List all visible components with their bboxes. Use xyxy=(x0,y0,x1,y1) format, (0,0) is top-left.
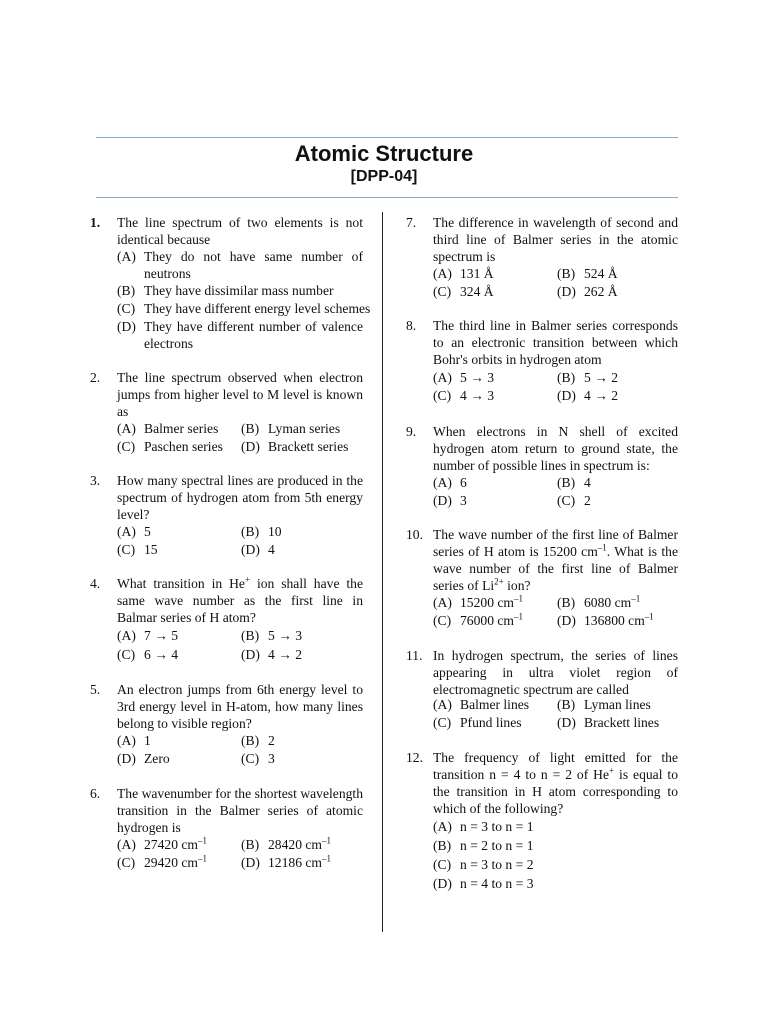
option-c[interactable] xyxy=(117,854,207,871)
option-label: (B) xyxy=(557,370,576,385)
option-text: They do not have same number of neutrons xyxy=(144,249,363,281)
question-text: The difference in wavelength of second and third line of Balmer series in the atomic spectrum is xyxy=(433,215,678,264)
question-number: 12. xyxy=(406,750,423,765)
option-text: 5 → 3 xyxy=(460,370,494,385)
option-text: 6 → 4 xyxy=(144,647,178,662)
option-label: (B) xyxy=(557,697,576,712)
question-text: The line spectrum observed when electron jumps from higher level to M level is known as xyxy=(117,370,363,419)
option-c[interactable] xyxy=(117,438,223,455)
option-d[interactable] xyxy=(557,387,618,404)
question-line xyxy=(433,577,678,594)
question-number: 2. xyxy=(90,370,101,385)
question-text-part: series of H atom is 15200 cm xyxy=(433,544,598,559)
superscript: –1 xyxy=(644,611,654,622)
option-label: (A) xyxy=(433,370,452,385)
option-label: (B) xyxy=(241,733,260,748)
top-rule xyxy=(96,137,678,138)
option-b[interactable] xyxy=(241,627,302,644)
option-label: (A) xyxy=(433,697,452,712)
question-number: 10. xyxy=(406,527,423,542)
question-number: 6. xyxy=(90,786,101,801)
option-text: They have different energy level schemes xyxy=(144,301,371,316)
option-text: They have different number of valence electrons xyxy=(144,319,363,351)
option-label: (B) xyxy=(241,628,260,643)
option-text: 5 → 2 xyxy=(584,370,618,385)
option-label: (C) xyxy=(433,613,452,628)
option-text: 27420 cm xyxy=(144,837,198,852)
option-b[interactable] xyxy=(557,474,591,491)
question-text-part: . What is the xyxy=(606,544,678,559)
question-text xyxy=(433,526,678,594)
option-text: Brackett lines xyxy=(584,715,660,730)
question-number: 7. xyxy=(406,215,417,230)
option-c[interactable] xyxy=(241,750,275,767)
question-text-part: series of Li xyxy=(433,578,495,593)
option-text: Lyman lines xyxy=(584,697,651,712)
option-d[interactable] xyxy=(117,318,363,351)
question-text: The third line in Balmer series corresponds to an electronic transition between which Bohr's orbits in hydrogen atom xyxy=(433,318,678,367)
question-number: 3. xyxy=(90,473,101,488)
option-c[interactable] xyxy=(433,612,523,629)
column-divider xyxy=(382,212,383,932)
option-c[interactable] xyxy=(433,387,494,404)
option-label: (D) xyxy=(117,751,136,766)
option-text: 12186 cm xyxy=(268,855,322,870)
option-a[interactable] xyxy=(433,594,523,611)
option-d[interactable] xyxy=(241,438,348,455)
option-text: 76000 cm xyxy=(460,613,514,628)
option-d[interactable] xyxy=(241,541,275,558)
question-text: The line spectrum of two elements is not identical because xyxy=(117,215,363,247)
option-b[interactable] xyxy=(117,282,334,299)
option-label: (B) xyxy=(241,524,260,539)
superscript: 2+ xyxy=(494,576,504,587)
option-label: (D) xyxy=(433,493,452,508)
superscript: + xyxy=(244,574,251,585)
option-text: 15200 cm xyxy=(460,595,514,610)
option-c[interactable] xyxy=(433,714,522,731)
option-a[interactable] xyxy=(433,696,529,713)
option-text: 324 Å xyxy=(460,284,494,299)
option-text: 131 Å xyxy=(460,266,494,281)
option-text: 2 xyxy=(268,733,275,748)
option-text: 136800 cm xyxy=(584,613,645,628)
option-label: (D) xyxy=(241,439,260,454)
option-text: 4 → 2 xyxy=(584,388,618,403)
option-text: 15 xyxy=(144,542,158,557)
option-b[interactable] xyxy=(557,594,640,611)
option-a[interactable] xyxy=(433,474,467,491)
option-label: (B) xyxy=(557,266,576,281)
option-text: Lyman series xyxy=(268,421,341,436)
question-number: 5. xyxy=(90,682,101,697)
option-label: (A) xyxy=(433,819,452,834)
question-text: When electrons in N shell of excited hydrogen atom return to ground state, the number of possible lines in spectrum is: xyxy=(433,424,678,473)
option-text: n = 3 to n = 1 xyxy=(460,819,534,834)
option-text: They have dissimilar mass number xyxy=(144,283,334,298)
question-number: 11. xyxy=(406,648,423,663)
option-label: (C) xyxy=(117,542,136,557)
option-label: (C) xyxy=(241,751,260,766)
option-text: 4 → 3 xyxy=(460,388,494,403)
question-text-part: ion? xyxy=(503,578,531,593)
option-label: (D) xyxy=(557,715,576,730)
option-text: 1 xyxy=(144,733,151,748)
question-text xyxy=(117,575,363,626)
option-label: (A) xyxy=(433,475,452,490)
option-c[interactable] xyxy=(117,646,178,663)
option-b[interactable] xyxy=(241,523,282,540)
option-text: Brackett series xyxy=(268,439,349,454)
option-text: 3 xyxy=(460,493,467,508)
option-a[interactable] xyxy=(117,420,218,437)
option-text: 3 xyxy=(268,751,275,766)
option-text: 6080 cm xyxy=(584,595,632,610)
option-text: 5 → 3 xyxy=(268,628,302,643)
option-text: 10 xyxy=(268,524,282,539)
option-d[interactable] xyxy=(241,854,331,871)
option-d[interactable] xyxy=(117,750,170,767)
question-text xyxy=(433,749,678,817)
question-text: In hydrogen spectrum, the series of lines appearing in ultra violet region of electromagnetic spectrum are called xyxy=(433,648,678,697)
option-label: (A) xyxy=(433,266,452,281)
option-text: 4 → 2 xyxy=(268,647,302,662)
question-number: 9. xyxy=(406,424,417,439)
option-label: (B) xyxy=(433,838,452,853)
option-a[interactable] xyxy=(433,265,494,282)
option-text: Balmer series xyxy=(144,421,219,436)
option-c[interactable] xyxy=(433,283,494,300)
option-d[interactable] xyxy=(433,492,467,509)
option-text: Balmer lines xyxy=(460,697,530,712)
option-b[interactable] xyxy=(241,420,340,437)
option-label: (D) xyxy=(117,319,136,334)
option-label: (D) xyxy=(557,388,576,403)
bottom-rule xyxy=(96,197,678,198)
superscript: –1 xyxy=(322,853,331,864)
option-label: (A) xyxy=(117,837,136,852)
question-text-part: The frequency of light emitted for the transition n = 4 to n = 2 of He xyxy=(433,750,678,782)
option-label: (A) xyxy=(433,595,452,610)
option-label: (C) xyxy=(117,855,136,870)
option-text: 524 Å xyxy=(584,266,618,281)
option-b[interactable] xyxy=(557,369,618,386)
option-a[interactable] xyxy=(117,523,151,540)
option-label: (D) xyxy=(557,284,576,299)
question-line: wave number of the first line of Balmer xyxy=(433,561,678,576)
option-text: 4 xyxy=(584,475,591,490)
question-number: 4. xyxy=(90,576,101,591)
option-label: (A) xyxy=(117,421,136,436)
option-label: (C) xyxy=(557,493,576,508)
option-text: n = 3 to n = 2 xyxy=(460,857,534,872)
option-d[interactable] xyxy=(557,283,618,300)
option-d[interactable] xyxy=(433,875,534,892)
option-a[interactable] xyxy=(117,248,363,281)
option-d[interactable] xyxy=(557,714,659,731)
option-b[interactable] xyxy=(241,732,275,749)
page-title: Atomic Structure xyxy=(294,141,474,166)
option-label: (C) xyxy=(117,301,136,316)
option-text: 7 → 5 xyxy=(144,628,178,643)
question-line: The wave number of the first line of Balmer xyxy=(433,527,678,542)
option-label: (B) xyxy=(557,475,576,490)
option-a[interactable] xyxy=(117,732,151,749)
option-label: (C) xyxy=(433,388,452,403)
option-label: (D) xyxy=(241,647,260,662)
option-text: 4 xyxy=(268,542,275,557)
option-b[interactable] xyxy=(433,837,534,854)
option-label: (D) xyxy=(557,613,576,628)
option-c[interactable] xyxy=(557,492,591,509)
option-b[interactable] xyxy=(557,696,651,713)
question-line xyxy=(433,543,678,560)
option-text: 262 Å xyxy=(584,284,618,299)
option-text: Pfund lines xyxy=(460,715,522,730)
question-text-part: ion shall have the same wave number as the first line in Balmar series of H atom? xyxy=(117,576,363,625)
option-label: (C) xyxy=(117,439,136,454)
superscript: –1 xyxy=(198,853,207,864)
option-c[interactable] xyxy=(117,300,370,317)
option-text: 6 xyxy=(460,475,467,490)
option-d[interactable] xyxy=(241,646,302,663)
option-text: n = 2 to n = 1 xyxy=(460,838,534,853)
option-a[interactable] xyxy=(433,818,534,835)
option-label: (B) xyxy=(557,595,576,610)
option-text: Paschen series xyxy=(144,439,223,454)
option-a[interactable] xyxy=(433,369,494,386)
option-label: (C) xyxy=(433,857,452,872)
superscript: –1 xyxy=(198,835,207,846)
option-text: 2 xyxy=(584,493,591,508)
option-text: 28420 cm xyxy=(268,837,322,852)
option-d[interactable] xyxy=(557,612,654,629)
option-label: (B) xyxy=(117,283,136,298)
option-text: Zero xyxy=(144,751,170,766)
superscript: –1 xyxy=(597,542,607,553)
superscript: –1 xyxy=(514,611,523,622)
question-text: The wavenumber for the shortest wavelength transition in the Balmer series of atomic hydrogen is xyxy=(117,786,363,835)
superscript: –1 xyxy=(514,593,523,604)
option-label: (D) xyxy=(241,855,260,870)
option-text: n = 4 to n = 3 xyxy=(460,876,534,891)
option-label: (C) xyxy=(433,284,452,299)
question-text: How many spectral lines are produced in the spectrum of hydrogen atom from 5th energy level? xyxy=(117,473,363,522)
option-label: (D) xyxy=(241,542,260,557)
option-label: (A) xyxy=(117,249,136,264)
option-label: (A) xyxy=(117,733,136,748)
question-text: An electron jumps from 6th energy level to 3rd energy level in H-atom, how many lines belong to visible region? xyxy=(117,682,363,731)
question-text-part: is equal to the transition in H atom corresponding to which of the following? xyxy=(433,767,678,816)
option-label: (C) xyxy=(433,715,452,730)
option-text: 29420 cm xyxy=(144,855,198,870)
option-text: 5 xyxy=(144,524,151,539)
page-subtitle: [DPP-04] xyxy=(350,168,418,185)
option-a[interactable] xyxy=(117,627,178,644)
option-label: (C) xyxy=(117,647,136,662)
superscript: –1 xyxy=(631,593,641,604)
option-c[interactable] xyxy=(433,856,534,873)
option-b[interactable] xyxy=(241,836,331,853)
option-label: (B) xyxy=(241,837,260,852)
option-a[interactable] xyxy=(117,836,207,853)
option-label: (A) xyxy=(117,524,136,539)
question-text-part: What transition in He xyxy=(117,576,245,591)
question-number: 8. xyxy=(406,318,417,333)
superscript: –1 xyxy=(322,835,331,846)
option-c[interactable] xyxy=(117,541,158,558)
superscript: + xyxy=(609,765,615,776)
option-label: (D) xyxy=(433,876,452,891)
option-label: (A) xyxy=(117,628,136,643)
option-label: (B) xyxy=(241,421,260,436)
question-number: 1. xyxy=(90,215,101,230)
option-b[interactable] xyxy=(557,265,618,282)
